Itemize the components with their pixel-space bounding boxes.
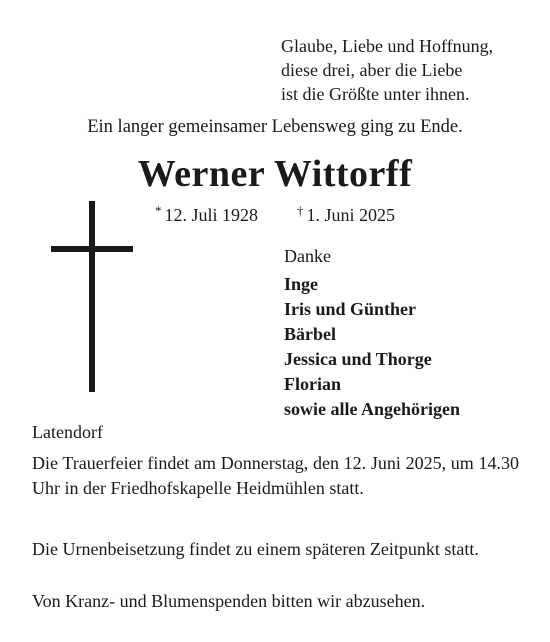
deceased-name: Werner Wittorff xyxy=(137,153,413,195)
urn-paragraph: Die Urnenbeisetzung findet zu einem späteren Zeitpunkt statt. xyxy=(32,539,479,559)
birth-date-text: 12. Juli 1928 xyxy=(164,205,259,225)
mourner-name: Inge xyxy=(284,274,319,294)
death-date-text: 1. Juni 2025 xyxy=(306,205,396,225)
quote-line: diese drei, aber die Liebe xyxy=(281,60,463,80)
intro-text: Ein langer gemeinsamer Lebensweg ging zu Ende. xyxy=(87,117,463,137)
birth-symbol: * xyxy=(155,203,162,218)
mourner-name: Iris und Günther xyxy=(284,299,417,319)
funeral-paragraph: Die Trauerfeier findet am Donnerstag, den 12. Juni 2025, um 14.30 Uhr in der Friedhofskapelle Heidmühlen statt. xyxy=(32,453,519,498)
flowers-paragraph: Von Kranz- und Blumenspenden bitten wir abzusehen. xyxy=(32,591,426,611)
thanks-label: Danke xyxy=(284,246,331,266)
mourner-name: Florian xyxy=(284,374,341,394)
mourner-name: sowie alle Angehörigen xyxy=(284,399,460,419)
death-date xyxy=(297,205,395,226)
birth-date xyxy=(155,205,258,226)
quote-line: Glaube, Liebe und Hoffnung, xyxy=(281,36,494,56)
mourners-list xyxy=(284,244,460,422)
mourner-name: Jessica und Thorge xyxy=(284,349,432,369)
mourner-name: Bärbel xyxy=(284,324,336,344)
quote-line: ist die Größte unter ihnen. xyxy=(281,84,470,104)
place-name: Latendorf xyxy=(32,422,103,442)
bible-quote xyxy=(281,34,543,106)
cross-horizontal-bar xyxy=(51,246,133,252)
death-symbol: † xyxy=(297,203,304,218)
cross-vertical-bar xyxy=(89,201,95,392)
